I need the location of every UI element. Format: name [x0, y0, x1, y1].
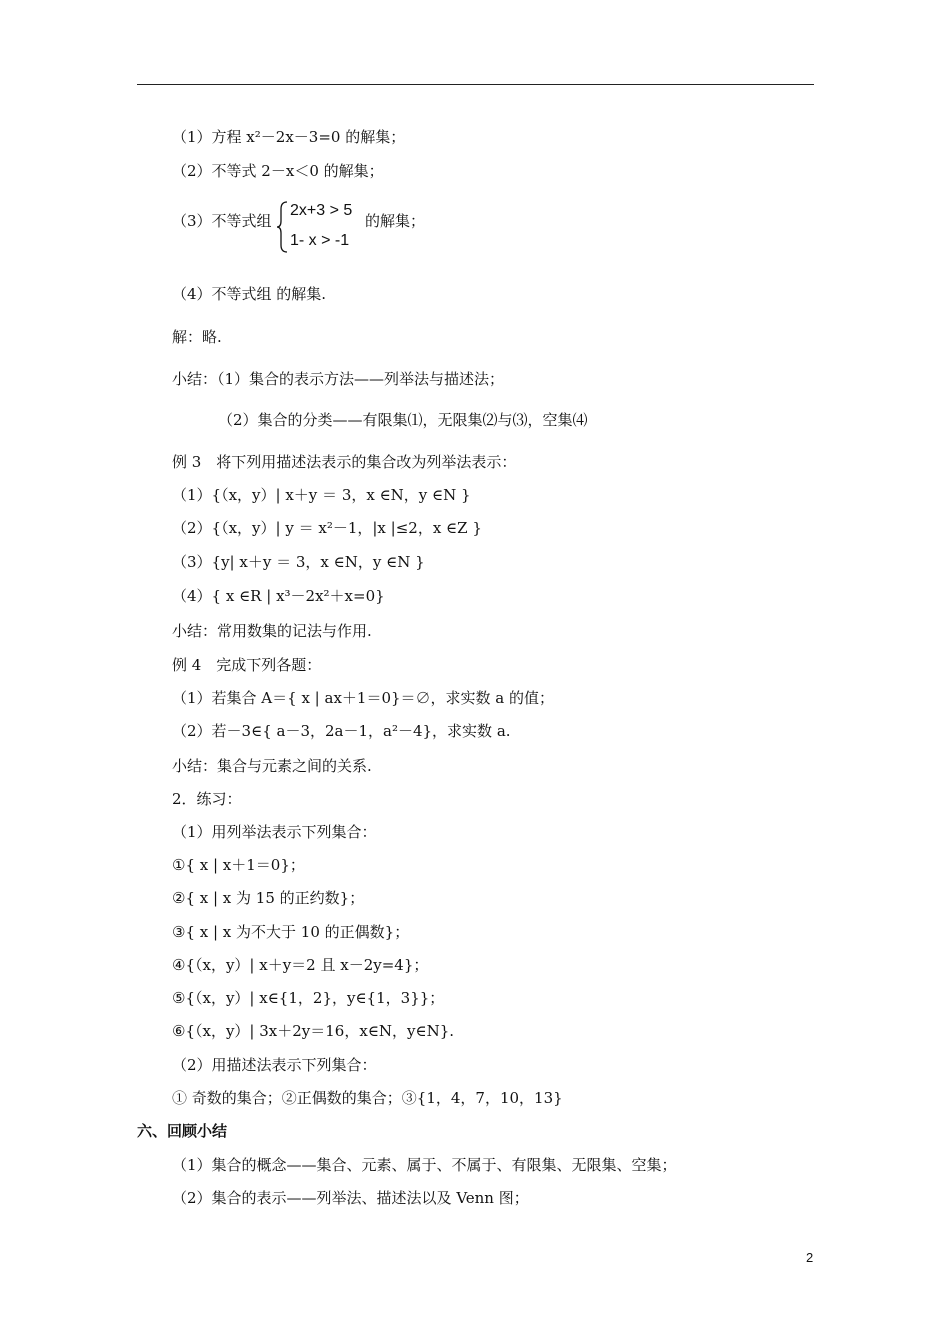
system-label: （3）不等式组 [172, 212, 272, 230]
text-line: （1）若集合 A＝{ x | ax＋1＝0}＝∅，求实数 a 的值； [172, 689, 555, 707]
text-line: 例 3 将下列用描述法表示的集合改为列举法表示： [172, 453, 517, 471]
text-line: （2）集合的分类——有限集⑴，无限集⑵与⑶，空集⑷ [218, 411, 588, 429]
text-line: ①{ x | x＋1＝0}； [172, 856, 305, 874]
text-line: 小结：（1）集合的表示方法——列举法与描述法； [172, 370, 505, 388]
system-equation-2: 1- x > -1 [290, 232, 350, 249]
system-tail: 的解集； [365, 212, 426, 230]
system-equation-1: 2x+3 > 5 [290, 202, 353, 219]
header-rule [137, 84, 814, 85]
page-number: 2 [806, 1250, 814, 1265]
text-line: ⑥{（x，y）| 3x＋2y＝16，x∈N，y∈N}. [172, 1022, 455, 1040]
text-line: （4）{ x ∈R | x³－2x²＋x=0} [172, 587, 385, 605]
text-line: 例 4 完成下列各题： [172, 656, 322, 674]
text-line: 解：略. [172, 328, 222, 346]
text-line: ②{ x | x 为 15 的正约数}； [172, 889, 365, 907]
text-line: （2）{（x，y）| y ＝ x²－1，|x |≤2，x ∈Z } [172, 519, 482, 537]
text-line: ① 奇数的集合；②正偶数的集合；③{1，4，7，10，13} [172, 1089, 563, 1107]
text-line: ⑤{（x，y）| x∈{1，2}，y∈{1，3}}； [172, 989, 445, 1007]
text-line: 2．练习： [172, 790, 242, 808]
text-line: （1）方程 x²－2x－3=0 的解集； [172, 128, 406, 146]
text-line: （2）不等式 2－x＜0 的解集； [172, 162, 384, 180]
text-line: 小结：常用数集的记法与作用. [172, 622, 372, 640]
text-line: （2）集合的表示——列举法、描述法以及 Venn 图； [172, 1189, 529, 1207]
left-brace-icon [275, 200, 289, 254]
text-line: 小结：集合与元素之间的关系. [172, 757, 372, 775]
text-line: （3）{y| x＋y ＝ 3，x ∈N，y ∈N } [172, 553, 425, 571]
text-line: （2）若－3∈{ a－3，2a－1，a²－4}，求实数 a. [172, 722, 511, 740]
text-line: （1）集合的概念——集合、元素、属于、不属于、有限集、无限集、空集； [172, 1156, 677, 1174]
text-line: （2）用描述法表示下列集合： [172, 1056, 377, 1074]
text-line: （1）{（x，y）| x＋y ＝ 3，x ∈N，y ∈N } [172, 486, 471, 504]
text-line: （1）用列举法表示下列集合： [172, 823, 377, 841]
section-heading: 六、回顾小结 [137, 1122, 228, 1140]
text-line: ③{ x | x 为不大于 10 的正偶数}； [172, 923, 410, 941]
text-line: （4）不等式组 的解集. [172, 285, 327, 303]
text-line: ④{（x，y）| x＋y＝2 且 x－2y=4}； [172, 956, 429, 974]
